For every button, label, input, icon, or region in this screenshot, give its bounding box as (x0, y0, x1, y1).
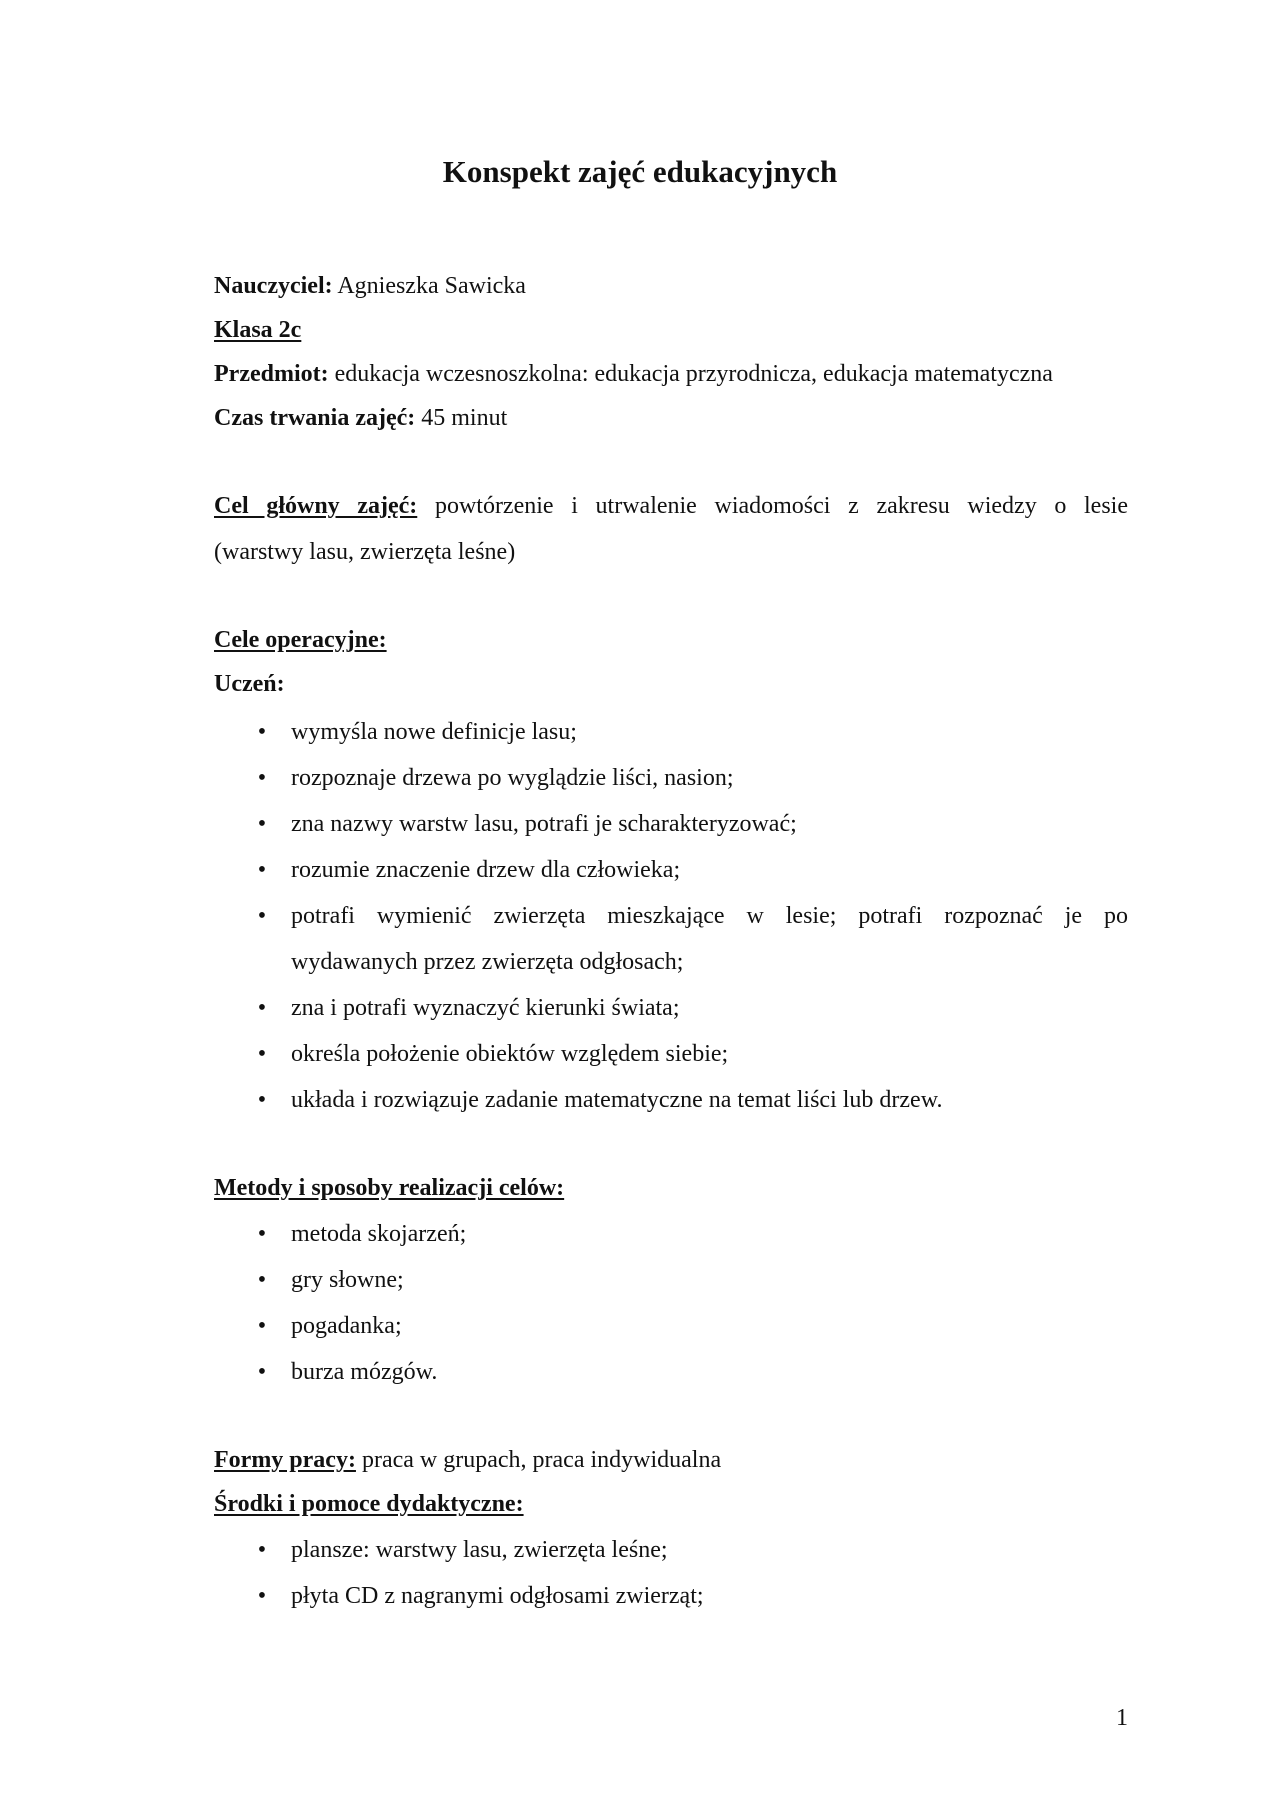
bullet-icon: • (257, 995, 267, 1021)
main-goal-label: Cel główny zajęć: (214, 493, 418, 519)
forms-line (214, 1444, 1128, 1476)
list-item: burza mózgów. (291, 1359, 438, 1385)
list-item: potrafi wymienić zwierzęta mieszkające w lesie; potrafi rozpoznać je po (291, 903, 1128, 929)
forms-label: Formy pracy: (214, 1447, 356, 1473)
subject-line (214, 358, 1128, 390)
duration-value: 45 minut (421, 405, 508, 431)
methods-heading-line (214, 1172, 1128, 1204)
list-item: rozumie znaczenie drzew dla człowieka; (291, 857, 681, 883)
list-item: płyta CD z nagranymi odgłosami zwierząt; (291, 1583, 704, 1609)
bullet-icon: • (257, 1359, 267, 1385)
bullet-icon: • (257, 1313, 267, 1339)
list-item: wymyśla nowe definicje lasu; (291, 719, 577, 745)
subject-value: edukacja wczesnoszkolna: edukacja przyrodnicza, edukacja matematyczna (334, 361, 1053, 387)
forms-value: praca w grupach, praca indywidualna (361, 1447, 722, 1473)
bullet-icon: • (257, 1267, 267, 1293)
list-item: zna nazwy warstw lasu, potrafi je scharakteryzować; (291, 811, 797, 837)
operational-goals-heading-line (214, 624, 1128, 656)
teacher-line (214, 270, 1128, 302)
list-item: pogadanka; (291, 1313, 402, 1339)
main-goal-text-1: powtórzenie i utrwalenie wiadomości z zakresu wiedzy o lesie (434, 493, 1128, 519)
bullet-icon: • (257, 1583, 267, 1609)
page-title: Konspekt zajęć edukacyjnych (442, 154, 838, 189)
duration-label: Czas trwania zajęć: (214, 405, 416, 431)
bullet-icon: • (257, 719, 267, 745)
bullet-icon: • (257, 1041, 267, 1067)
operational-goals-subheading: Uczeń: (214, 671, 285, 697)
list-item: gry słowne; (291, 1267, 404, 1293)
list-item: metoda skojarzeń; (291, 1221, 467, 1247)
bullet-icon: • (257, 1087, 267, 1113)
main-goal-line-1 (214, 490, 1128, 522)
page-number: 1 (1116, 1705, 1128, 1731)
duration-line (214, 402, 1128, 434)
bullet-icon: • (257, 857, 267, 883)
main-goal-line-2 (214, 536, 1128, 568)
operational-goals-heading: Cele operacyjne: (214, 627, 387, 653)
main-goal-text-2: (warstwy lasu, zwierzęta leśne) (214, 539, 516, 565)
list-item: określa położenie obiektów względem siebie; (291, 1041, 729, 1067)
class-line (214, 314, 1128, 346)
list-item: rozpoznaje drzewa po wyglądzie liści, nasion; (291, 765, 734, 791)
resources-heading-line (214, 1488, 1128, 1520)
list-item-continuation: wydawanych przez zwierzęta odgłosach; (291, 949, 684, 975)
list-item: układa i rozwiązuje zadanie matematyczne na temat liści lub drzew. (291, 1087, 943, 1113)
bullet-icon: • (257, 903, 267, 929)
methods-heading: Metody i sposoby realizacji celów: (214, 1175, 565, 1201)
operational-goals-subheading-line (214, 668, 1128, 700)
teacher-label: Nauczyciel: (214, 273, 333, 299)
bullet-icon: • (257, 1221, 267, 1247)
list-item: plansze: warstwy lasu, zwierzęta leśne; (291, 1537, 668, 1563)
teacher-value: Agnieszka Sawicka (337, 273, 526, 299)
subject-label: Przedmiot: (214, 361, 329, 387)
list-item: zna i potrafi wyznaczyć kierunki świata; (291, 995, 680, 1021)
bullet-icon: • (257, 1537, 267, 1563)
resources-heading: Środki i pomoce dydaktyczne: (214, 1491, 524, 1517)
bullet-icon: • (257, 765, 267, 791)
bullet-icon: • (257, 811, 267, 837)
class-label: Klasa 2c (214, 317, 302, 343)
